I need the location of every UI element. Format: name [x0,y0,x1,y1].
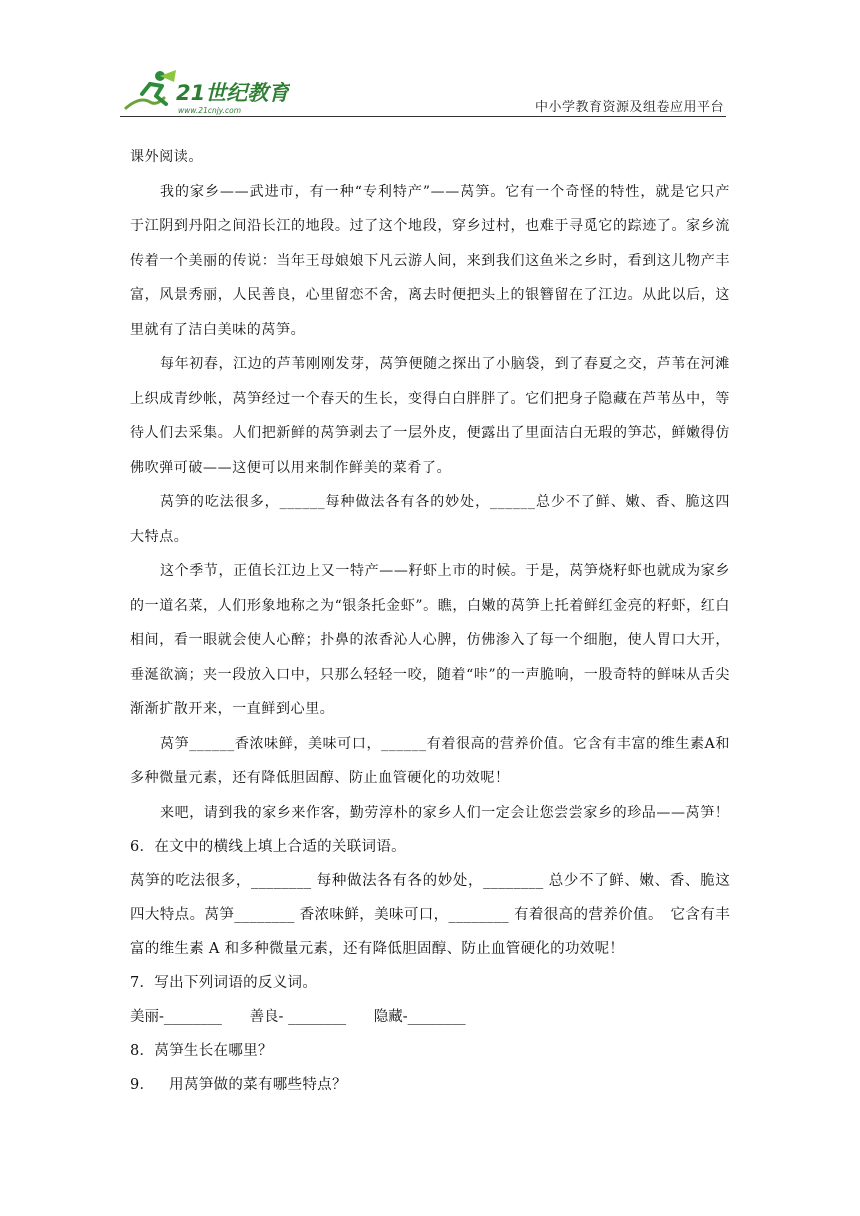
question-7-items [130,1000,730,1034]
question-7-title: 7．写出下列词语的反义词。 [130,975,318,991]
header-divider [120,116,726,117]
passage-paragraph-3: 莴笋的吃法很多，______每种做法各有各的妙处，______总少不了鲜、嫩、香、脆这四大特点。 [130,494,730,545]
question-6-body: 莴笋的吃法很多，________ 每种做法各有各的妙处，________ 总少不了鲜、嫩、香、脆这四大特点。莴笋________ 香浓味鲜，美味可口，________ 有着很高的营养价值。 它含有丰富的维生素 A 和多种微量元素，还有降低胆固醇、防止血管硬化的功效呢！ [130,873,730,957]
passage-paragraph-4: 这个季节，正值长江边上又一特产——籽虾上市的时候。于是，莴笋烧籽虾也就成为家乡的一道名菜，人们形象地称之为“银条托金虾”。瞧，白嫩的莴笋上托着鲜红金亮的籽虾，红白相间，看一眼就会使人心醉；扑鼻的浓香沁人心脾，仿佛渗入了每一个细胞，使人胃口大开，垂涎欲滴；夹一段放入口中，只那么轻轻一咬，随着“咔”的一声脆响，一股奇特的鲜味从舌尖渐渐扩散开来，一直鲜到心里。 [130,563,730,717]
logo-url: www.21cnjy.com [178,106,242,115]
question-6-title: 6．在文中的横线上填上合适的关联词语。 [130,839,406,855]
question-8-title: 8．莴笋生长在哪里？ [130,1043,273,1059]
passage-intro: 课外阅读。 [130,149,203,165]
platform-name: 中小学教育资源及组卷应用平台 [534,100,724,115]
logo-21cnjy [120,66,290,118]
passage-paragraph-6: 来吧，请到我的家乡来作客，勤劳淳朴的家乡人们一定会让您尝尝家乡的珍品——莴笋！ [160,804,730,821]
antonym-item-3: 隐藏-________ [373,1009,466,1025]
question-9-title: 用莴笋做的菜有哪些特点？ [169,1077,347,1093]
question-9-number: 9． [130,1077,155,1093]
passage-paragraph-5: 莴笋______香浓味鲜，美味可口，______有着很高的营养价值。它含有丰富的维生素A和多种微量元素，还有降低胆固醇、防止血管硬化的功效呢！ [130,735,730,786]
page-header [120,66,726,118]
logo-text: 21世纪教育 [176,81,290,105]
document-body [130,140,730,1102]
question-9 [130,1068,730,1102]
passage-paragraph-2: 每年初春，江边的芦苇刚刚发芽，莴笋便随之探出了小脑袋，到了春夏之交，芦苇在河滩上织成青纱帐，莴笋经过一个春天的生长，变得白白胖胖了。它们把身子隐藏在芦苇丛中，等待人们去采集。人们把新鲜的莴笋剥去了一层外皮，便露出了里面洁白无瑕的笋芯，鲜嫩得仿佛吹弹可破——这便可以用来制作鲜美的菜肴了。 [130,356,730,476]
passage-paragraph-1: 我的家乡——武进市，有一种“专利特产”——莴笋。它有一个奇怪的特性，就是它只产于江阴到丹阳之间沿长江的地段。过了这个地段，穿乡过村，也难于寻觅它的踪迹了。家乡流传着一个美丽的传说：当年王母娘娘下凡云游人间，来到我们这鱼米之乡时，看到这儿物产丰富，风景秀丽，人民善良，心里留恋不舍，离去时便把头上的银簪留在了江边。从此以后，这里就有了洁白美味的莴笋。 [130,183,730,338]
antonym-item-1: 美丽-________ [130,1009,222,1025]
antonym-item-2: 善良- ________ [249,1009,347,1025]
